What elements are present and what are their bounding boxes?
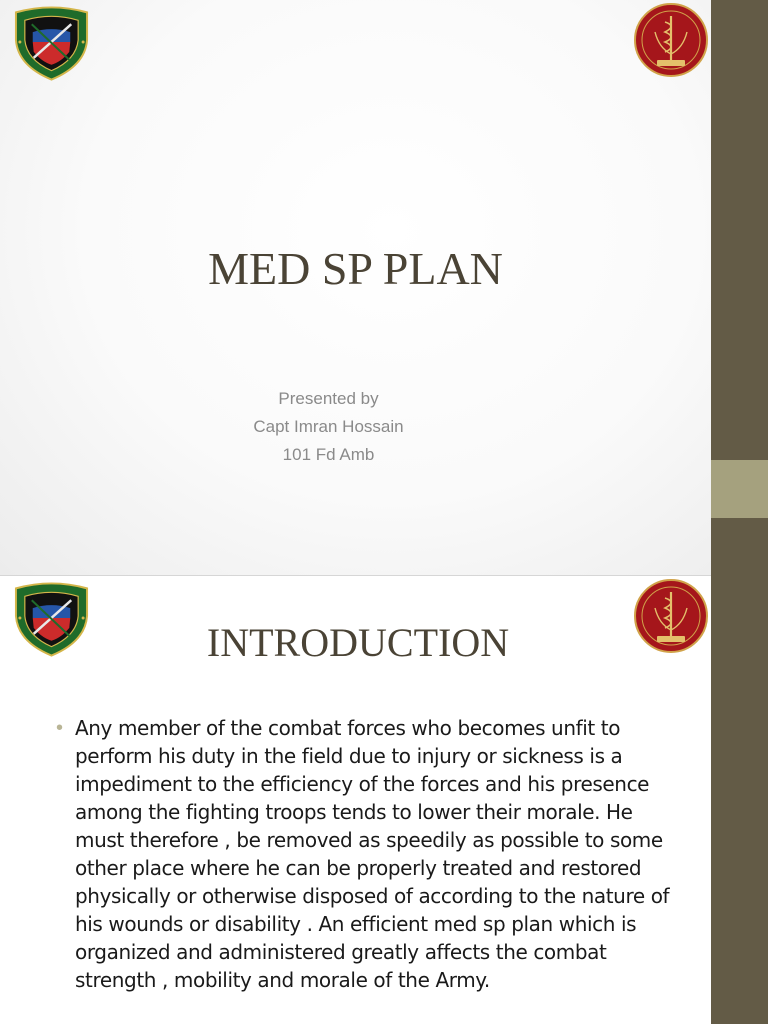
introduction-slide (0, 576, 711, 1024)
bullet-text: Any member of the combat forces who becomes unfit to perform his duty in the field due to injury or sickness is a impediment to the efficiency of the forces and his presence among the fighting troops tends to lower their morale. He must therefore , be removed as speedily as possible to some other place where he can be properly treated and restored physically or otherwise disposed of according to the nature of his wounds or disability . An efficient med sp plan which is organized and administered greatly affects the combat strength , mobility and morale of the Army. (75, 716, 670, 992)
presenter-name: Capt Imran Hossain (253, 417, 404, 436)
presenter-unit: 101 Fd Amb (282, 445, 375, 464)
presented-by-label: Presented by (278, 389, 379, 408)
slide-title: INTRODUCTION (206, 620, 510, 665)
bullet-marker: • (56, 717, 64, 739)
slide-title: MED SP PLAN (208, 243, 503, 294)
army-medical-corps-emblem (633, 2, 709, 78)
army-shield-logo (12, 2, 91, 82)
sidebar-accent-block (711, 460, 768, 518)
